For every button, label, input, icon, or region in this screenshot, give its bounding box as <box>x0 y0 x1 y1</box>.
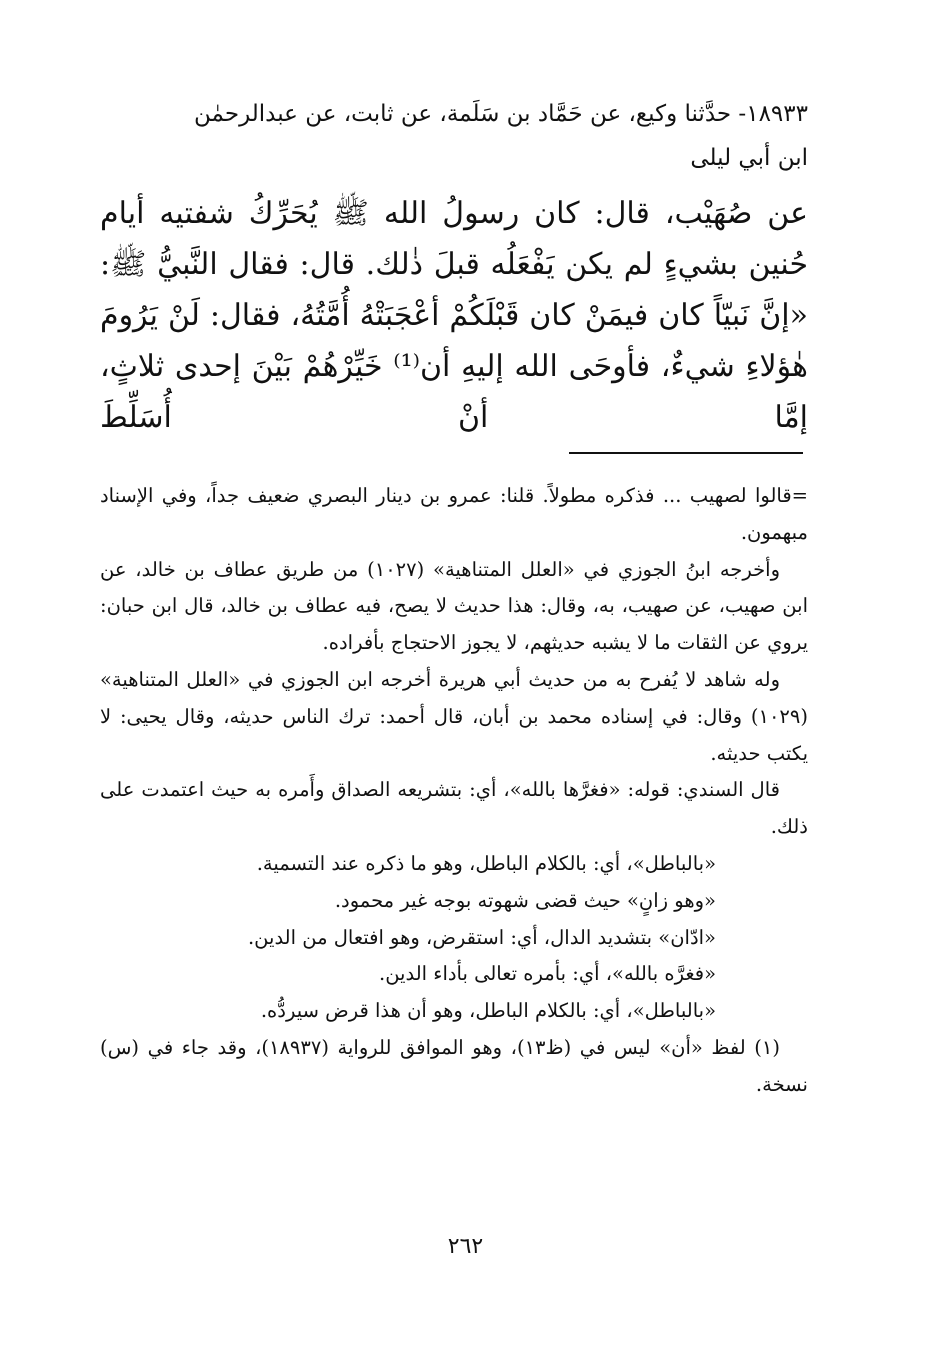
page-number: ٢٦٢ <box>447 1234 484 1259</box>
isnad-line-2: ابن أبي ليلى <box>690 145 808 171</box>
footnote-paragraph: قال السندي: قوله: «فغرَّها بالله»، أي: بتشريعه الصداق وأَمره به حيث اعتمدت على ذلك. <box>100 778 808 839</box>
footnote-gloss: «وهو زانٍ» حيث قضى شهوته بوجه غير محمود. <box>334 888 716 912</box>
footnote-paragraph: وله شاهد لا يُفرح به من حديث أبي هريرة أخرجه ابن الجوزي في «العلل المتناهية» (١٠٢٩) وقال: في إسناده محمد بن أبان، قال أحمد: ترك الناس حديثه، وقال يحيى: لا يكتب حديثه. <box>100 667 808 765</box>
footnote-paragraph: وأخرجه ابنُ الجوزي في «العلل المتناهية» (١٠٢٧) من طريق عطاف بن خالد، عن ابن صهيب، عن صهيب، به، وقال: هذا حديث لا يصح، فيه عطاف بن خالد، قال ابن حبان: يروي عن الثقات ما لا يشبه حديثهم، لا يجوز الاحتجاج بأفراده. <box>100 557 808 655</box>
footnote-separator <box>569 452 803 454</box>
footnote-gloss: «بالباطل»، أي: بالكلام الباطل، وهو ما ذكره عند التسمية. <box>256 851 716 875</box>
main-text <box>100 92 808 443</box>
footnote-gloss: «فغرَّه بالله»، أي: بأمره تعالى بأداء الدين. <box>379 962 716 986</box>
footnotes <box>100 478 808 1104</box>
hadith-isnad <box>100 92 808 180</box>
hadith-matn: عن صُهَيْب، قال: كان رسولُ الله ﷺ يُحَرِّكُ شفتيه أيام حُنين بشيءٍ لم يكن يَفْعَلُه قبلَ ذٰلك. قال: فقال النَّبيُّ ﷺ: «إنَّ نَبيّاً كان فيمَنْ كان قَبْلَكُمْ أعْجَبَتْهُ أُمَّتُهُ، فقال: لَنْ يَرُومَ هٰؤلاءِ شيءٌ، فأوحَى الله إليهِ أن⁽¹⁾ خَيِّرْهُمْ بَيْنَ إحدى ثلاثٍ، إمَّا أنْ أُسَلِّطَ <box>100 196 808 435</box>
footnote-gloss: «ادّان» بتشديد الدال، أي: استقرض، وهو افتعال من الدين. <box>247 925 716 949</box>
isnad-line-1: ١٨٩٣٣- حدَّثنا وكيع، عن حَمَّاد بن سَلَمة، عن ثابت، عن عبدالرحمٰن <box>194 101 808 127</box>
footnote-1: (١) لفظ «أن» ليس في (ظ١٣)، وهو الموافق للرواية (١٨٩٣٧)، وقد جاء في (س) نسخة. <box>100 1035 808 1096</box>
footnote-gloss: «بالباطل»، أي: بالكلام الباطل، وهو أن هذا قرض سيردُّه. <box>260 999 716 1023</box>
footnote-continuation: =قالوا لصهيب ... فذكره مطولاً. قلنا: عمرو بن دينار البصري ضعيف جداً، وفي الإسناد مبهمون. <box>100 484 808 544</box>
